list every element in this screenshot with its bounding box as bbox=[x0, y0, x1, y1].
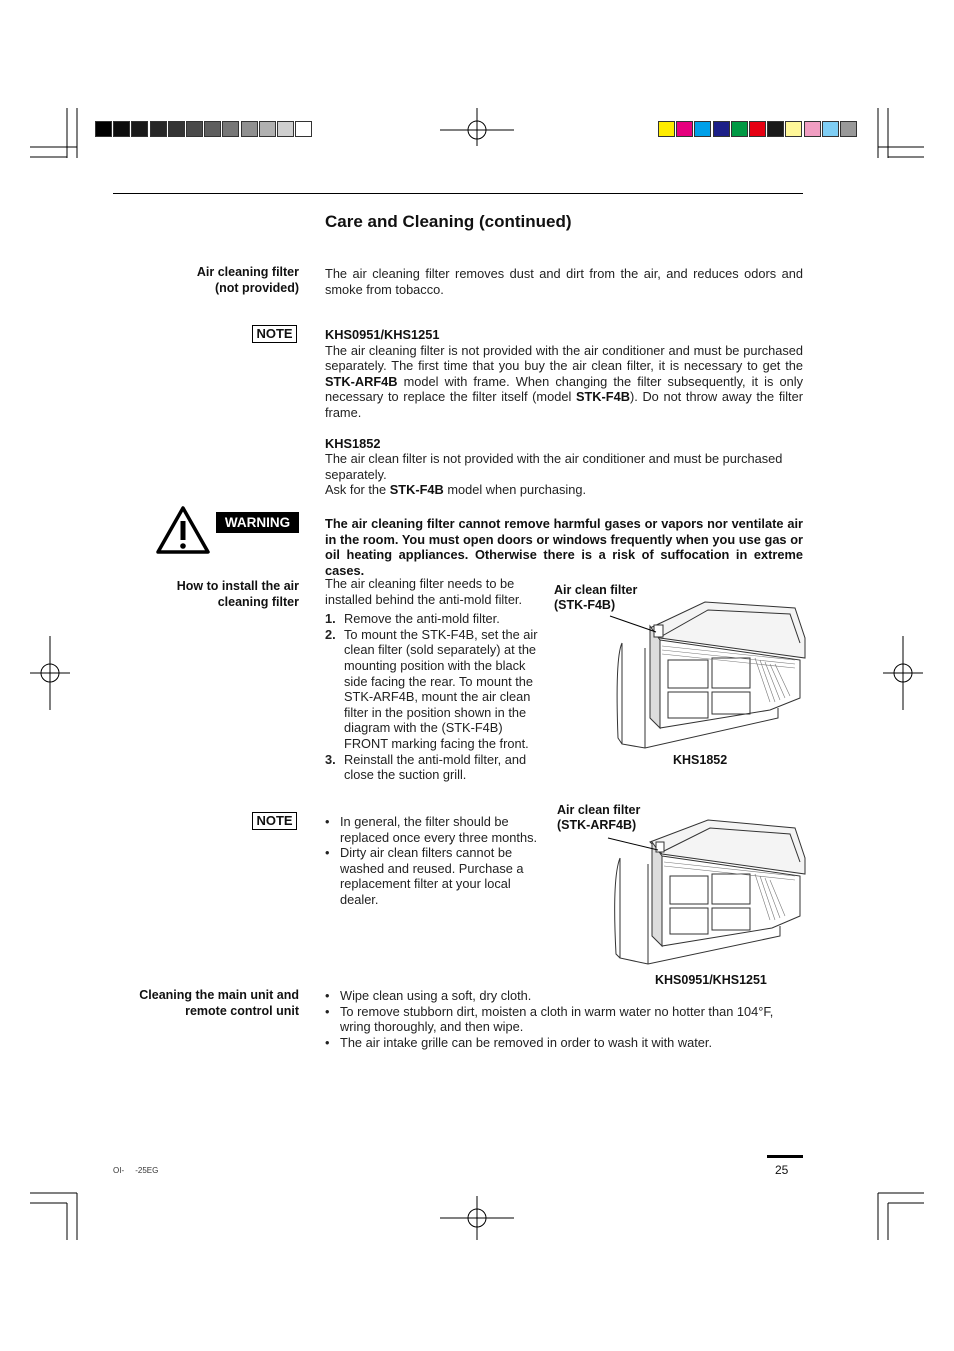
list-item: • Wipe clean using a soft, dry cloth. bbox=[325, 988, 532, 1003]
khs1852-filter-diagram bbox=[600, 598, 810, 750]
calibration-swatch bbox=[204, 121, 221, 137]
figure1-caption: KHS1852 bbox=[673, 753, 728, 767]
page-number-rule bbox=[767, 1155, 803, 1158]
calibration-swatch bbox=[222, 121, 239, 137]
list-item: • Dirty air clean filters cannot be washed and reused. Purchase a replacement filter at your local dealer. bbox=[325, 845, 524, 907]
model-heading-khs1852: KHS1852 bbox=[325, 435, 381, 451]
model-heading-khs0951: KHS0951/KHS1251 bbox=[325, 327, 440, 342]
calibration-swatch bbox=[259, 121, 276, 137]
calibration-swatch bbox=[840, 121, 857, 137]
note-badge: NOTE bbox=[252, 325, 297, 343]
calibration-swatch bbox=[749, 121, 766, 137]
calibration-swatch bbox=[95, 121, 112, 137]
install-step: 3. Reinstall the anti-mold filter, and close the suction grill. bbox=[325, 751, 527, 783]
note1-paragraph-a: The air cleaning filter is not provided with the air conditioner and must be purchased separately. The first time that you buy the air clean filter, it is necessary to get the STK-ARF4B model with frame. When changing the filter subsequently, it is only necessary to replace the filter itself (model STK-F4B). Do not throw away the filter frame. bbox=[325, 342, 803, 420]
calibration-swatch bbox=[241, 121, 258, 137]
cleaning-list bbox=[325, 988, 795, 1050]
note2-list bbox=[325, 814, 543, 908]
list-item: • The air intake grille can be removed in order to wash it with water. bbox=[325, 1034, 712, 1050]
khs0951-filter-diagram bbox=[600, 818, 810, 968]
figure2-label: Air clean filter (STK-ARF4B) bbox=[557, 803, 641, 832]
install-instructions bbox=[325, 576, 545, 783]
calibration-swatch bbox=[186, 121, 203, 137]
side-label-cleaning: Cleaning the main unit and remote control unit bbox=[139, 988, 299, 1018]
calibration-swatch bbox=[131, 121, 148, 137]
install-step: 1. Remove the anti-mold filter. bbox=[325, 611, 500, 627]
calibration-swatch bbox=[658, 121, 675, 137]
side-label-install: How to install the air cleaning filter bbox=[176, 579, 299, 609]
filter-description: The air cleaning filter removes dust and dirt from the air, and reduces odors and smoke from tobacco. bbox=[325, 266, 803, 297]
page-title: Care and Cleaning (continued) bbox=[325, 212, 572, 231]
calibration-swatch bbox=[804, 121, 821, 137]
note1-paragraph-b: The air clean filter is not provided with the air conditioner and must be purchased separately. Ask for the STK-F4B model when purchasing. bbox=[325, 451, 783, 498]
calibration-swatch bbox=[150, 121, 167, 137]
header-rule bbox=[113, 193, 803, 194]
calibration-swatch bbox=[785, 121, 802, 137]
side-label-filter: Air cleaning filter (not provided) bbox=[196, 265, 299, 295]
install-intro: The air cleaning filter needs to be installed behind the anti-mold filter. bbox=[325, 576, 523, 607]
install-step: 2. To mount the STK-F4B, set the air clean filter (sold separately) at the mounting position with the black side facing the rear. To mount the STK-ARF4B, mount the air clean filter in the position shown in the diagram with the (STK-F4B) FRONT marking facing the front. bbox=[325, 626, 538, 751]
warning-triangle-icon bbox=[156, 506, 210, 554]
calibration-swatch bbox=[277, 121, 294, 137]
calibration-swatch bbox=[676, 121, 693, 137]
list-item: • To remove stubborn dirt, moisten a cloth in warm water no hotter than 104°F, wring thoroughly, and then wipe. bbox=[325, 1003, 774, 1035]
warning-text: The air cleaning filter cannot remove harmful gases or vapors nor ventilate air in the room. You must open doors or windows frequently when you use gas or oil heating appliances. Otherwise there is a risk of suffocation in extreme cases. bbox=[325, 516, 803, 578]
page-number: 25 bbox=[775, 1163, 789, 1177]
calibration-swatch bbox=[113, 121, 130, 137]
calibration-swatch bbox=[295, 121, 312, 137]
figure1-label: Air clean filter (STK-F4B) bbox=[554, 583, 638, 612]
list-item: • In general, the filter should be replaced once every three months. bbox=[325, 814, 538, 845]
calibration-swatch bbox=[767, 121, 784, 137]
calibration-swatch bbox=[731, 121, 748, 137]
calibration-swatch bbox=[713, 121, 730, 137]
calibration-swatch bbox=[694, 121, 711, 137]
document-code: OI- -25EG bbox=[113, 1166, 159, 1175]
note-badge: NOTE bbox=[252, 812, 297, 830]
calibration-swatch bbox=[822, 121, 839, 137]
note1-body bbox=[325, 327, 803, 498]
calibration-swatch bbox=[168, 121, 185, 137]
figure2-caption: KHS0951/KHS1251 bbox=[655, 973, 767, 987]
warning-badge: WARNING bbox=[216, 512, 299, 533]
